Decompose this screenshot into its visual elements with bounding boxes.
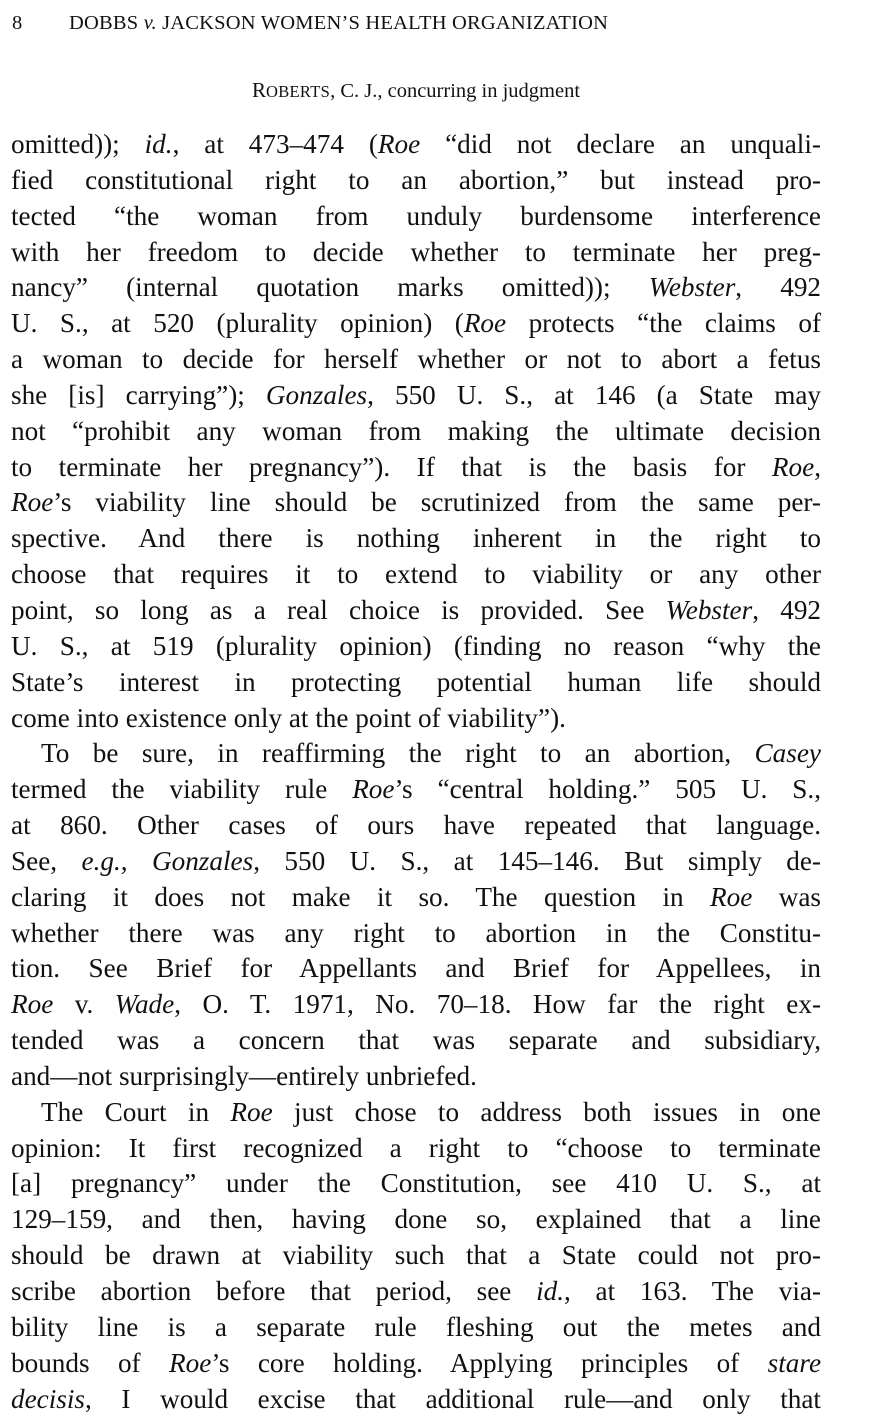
text-line: opinion: It first recognized a right to “choose to terminate: [11, 1132, 821, 1163]
text-line: a woman to decide for herself whether or not to abort a fetus: [11, 344, 821, 375]
case-title: DOBBS v. JACKSON WOMEN’S HEALTH ORGANIZATION: [69, 12, 609, 34]
text-line: at 860. Other cases of ours have repeated that language.: [11, 810, 821, 841]
text-line: and—not surprisingly—entirely unbriefed.: [11, 1060, 477, 1091]
text-line: she [is] carrying”); Gonzales, 550 U. S., at 146 (a State may: [11, 379, 822, 410]
text-line: should be drawn at viability such that a State could not pro-: [11, 1240, 821, 1271]
text-line: fied constitutional right to an abortion,” but instead pro-: [11, 164, 821, 195]
text-line: 129–159, and then, having done so, explained that a line: [11, 1204, 821, 1235]
text-line: The Court in Roe just chose to address both issues in one: [41, 1096, 821, 1127]
text-line: See, e.g., Gonzales, 550 U. S., at 145–146. But simply de-: [11, 845, 821, 876]
text-line: tected “the woman from unduly burdensome interference: [11, 200, 821, 231]
text-line: U. S., at 519 (plurality opinion) (finding no reason “why the: [11, 630, 821, 661]
text-line: come into existence only at the point of viability”).: [11, 702, 566, 733]
opinion-author: ROBERTS, C. J., concurring in judgment: [251, 78, 581, 102]
text-line: tended was a concern that was separate and subsidiary,: [11, 1025, 821, 1056]
text-line: termed the viability rule Roe’s “central holding.” 505 U. S.,: [11, 774, 821, 805]
text-line: State’s interest in protecting potential human life should: [11, 666, 821, 697]
text-line: [a] pregnancy” under the Constitution, see 410 U. S., at: [11, 1168, 821, 1199]
text-line: nancy” (internal quotation marks omitted)); Webster, 492: [11, 272, 822, 303]
text-line: scribe abortion before that period, see id., at 163. The via-: [11, 1276, 821, 1306]
text-line: bility line is a separate rule fleshing out the metes and: [11, 1311, 821, 1342]
text-line: to terminate her pregnancy”). If that is the basis for Roe,: [11, 451, 821, 482]
text-line: U. S., at 520 (plurality opinion) (Roe protects “the claims of: [11, 308, 821, 339]
text-line: tion. See Brief for Appellants and Brief for Appellees, in: [11, 953, 821, 984]
text-line: whether there was any right to abortion in the Constitu-: [11, 917, 821, 948]
running-header: [12, 12, 832, 42]
text-line: Roe’s viability line should be scrutinized from the same per-: [11, 487, 821, 518]
text-line: To be sure, in reaffirming the right to an abortion, Casey: [41, 738, 821, 769]
page-number: 8: [12, 12, 23, 34]
text-line: bounds of Roe’s core holding. Applying principles of stare: [11, 1347, 822, 1378]
text-line: choose that requires it to extend to viability or any other: [11, 559, 821, 590]
text-line: point, so long as a real choice is provided. See Webster, 492: [11, 594, 821, 625]
text-line: not “prohibit any woman from making the ultimate decision: [11, 415, 821, 446]
text-line: spective. And there is nothing inherent in the right to: [11, 523, 821, 554]
text-line: with her freedom to decide whether to terminate her preg-: [11, 236, 821, 267]
text-line: claring it does not make it so. The question in Roe was: [11, 881, 821, 912]
text-line: decisis, I would excise that additional rule—and only that: [11, 1383, 821, 1414]
opinion-body: [11, 127, 821, 1417]
text-line: omitted)); id., at 473–474 (Roe “did not declare an unquali-: [11, 129, 821, 159]
text-line: Roe v. Wade, O. T. 1971, No. 70–18. How far the right ex-: [11, 989, 822, 1020]
